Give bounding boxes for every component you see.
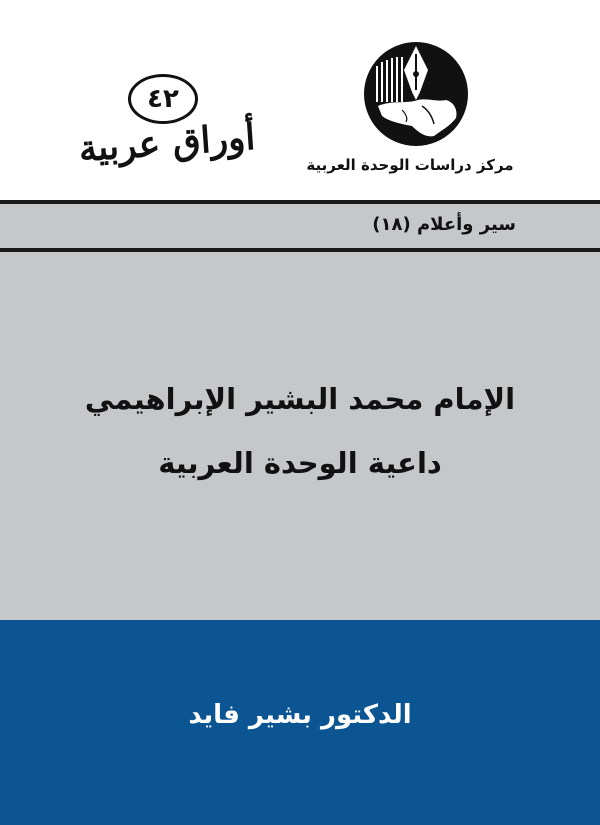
series-number: ٤٢ <box>128 74 198 124</box>
book-title-line-1: الإمام محمد البشير الإبراهيمي <box>84 382 516 416</box>
publisher-name: مركز دراسات الوحدة العربية <box>306 156 514 174</box>
book-title-line-2: داعية الوحدة العربية <box>158 446 442 480</box>
publisher-logo-icon <box>362 40 470 148</box>
series-name: أوراق عربية <box>77 115 257 171</box>
title-panel <box>0 252 600 620</box>
subseries-label: سير وأعلام (١٨) <box>372 214 516 235</box>
author-name: الدكتور بشير فايد <box>188 700 412 730</box>
